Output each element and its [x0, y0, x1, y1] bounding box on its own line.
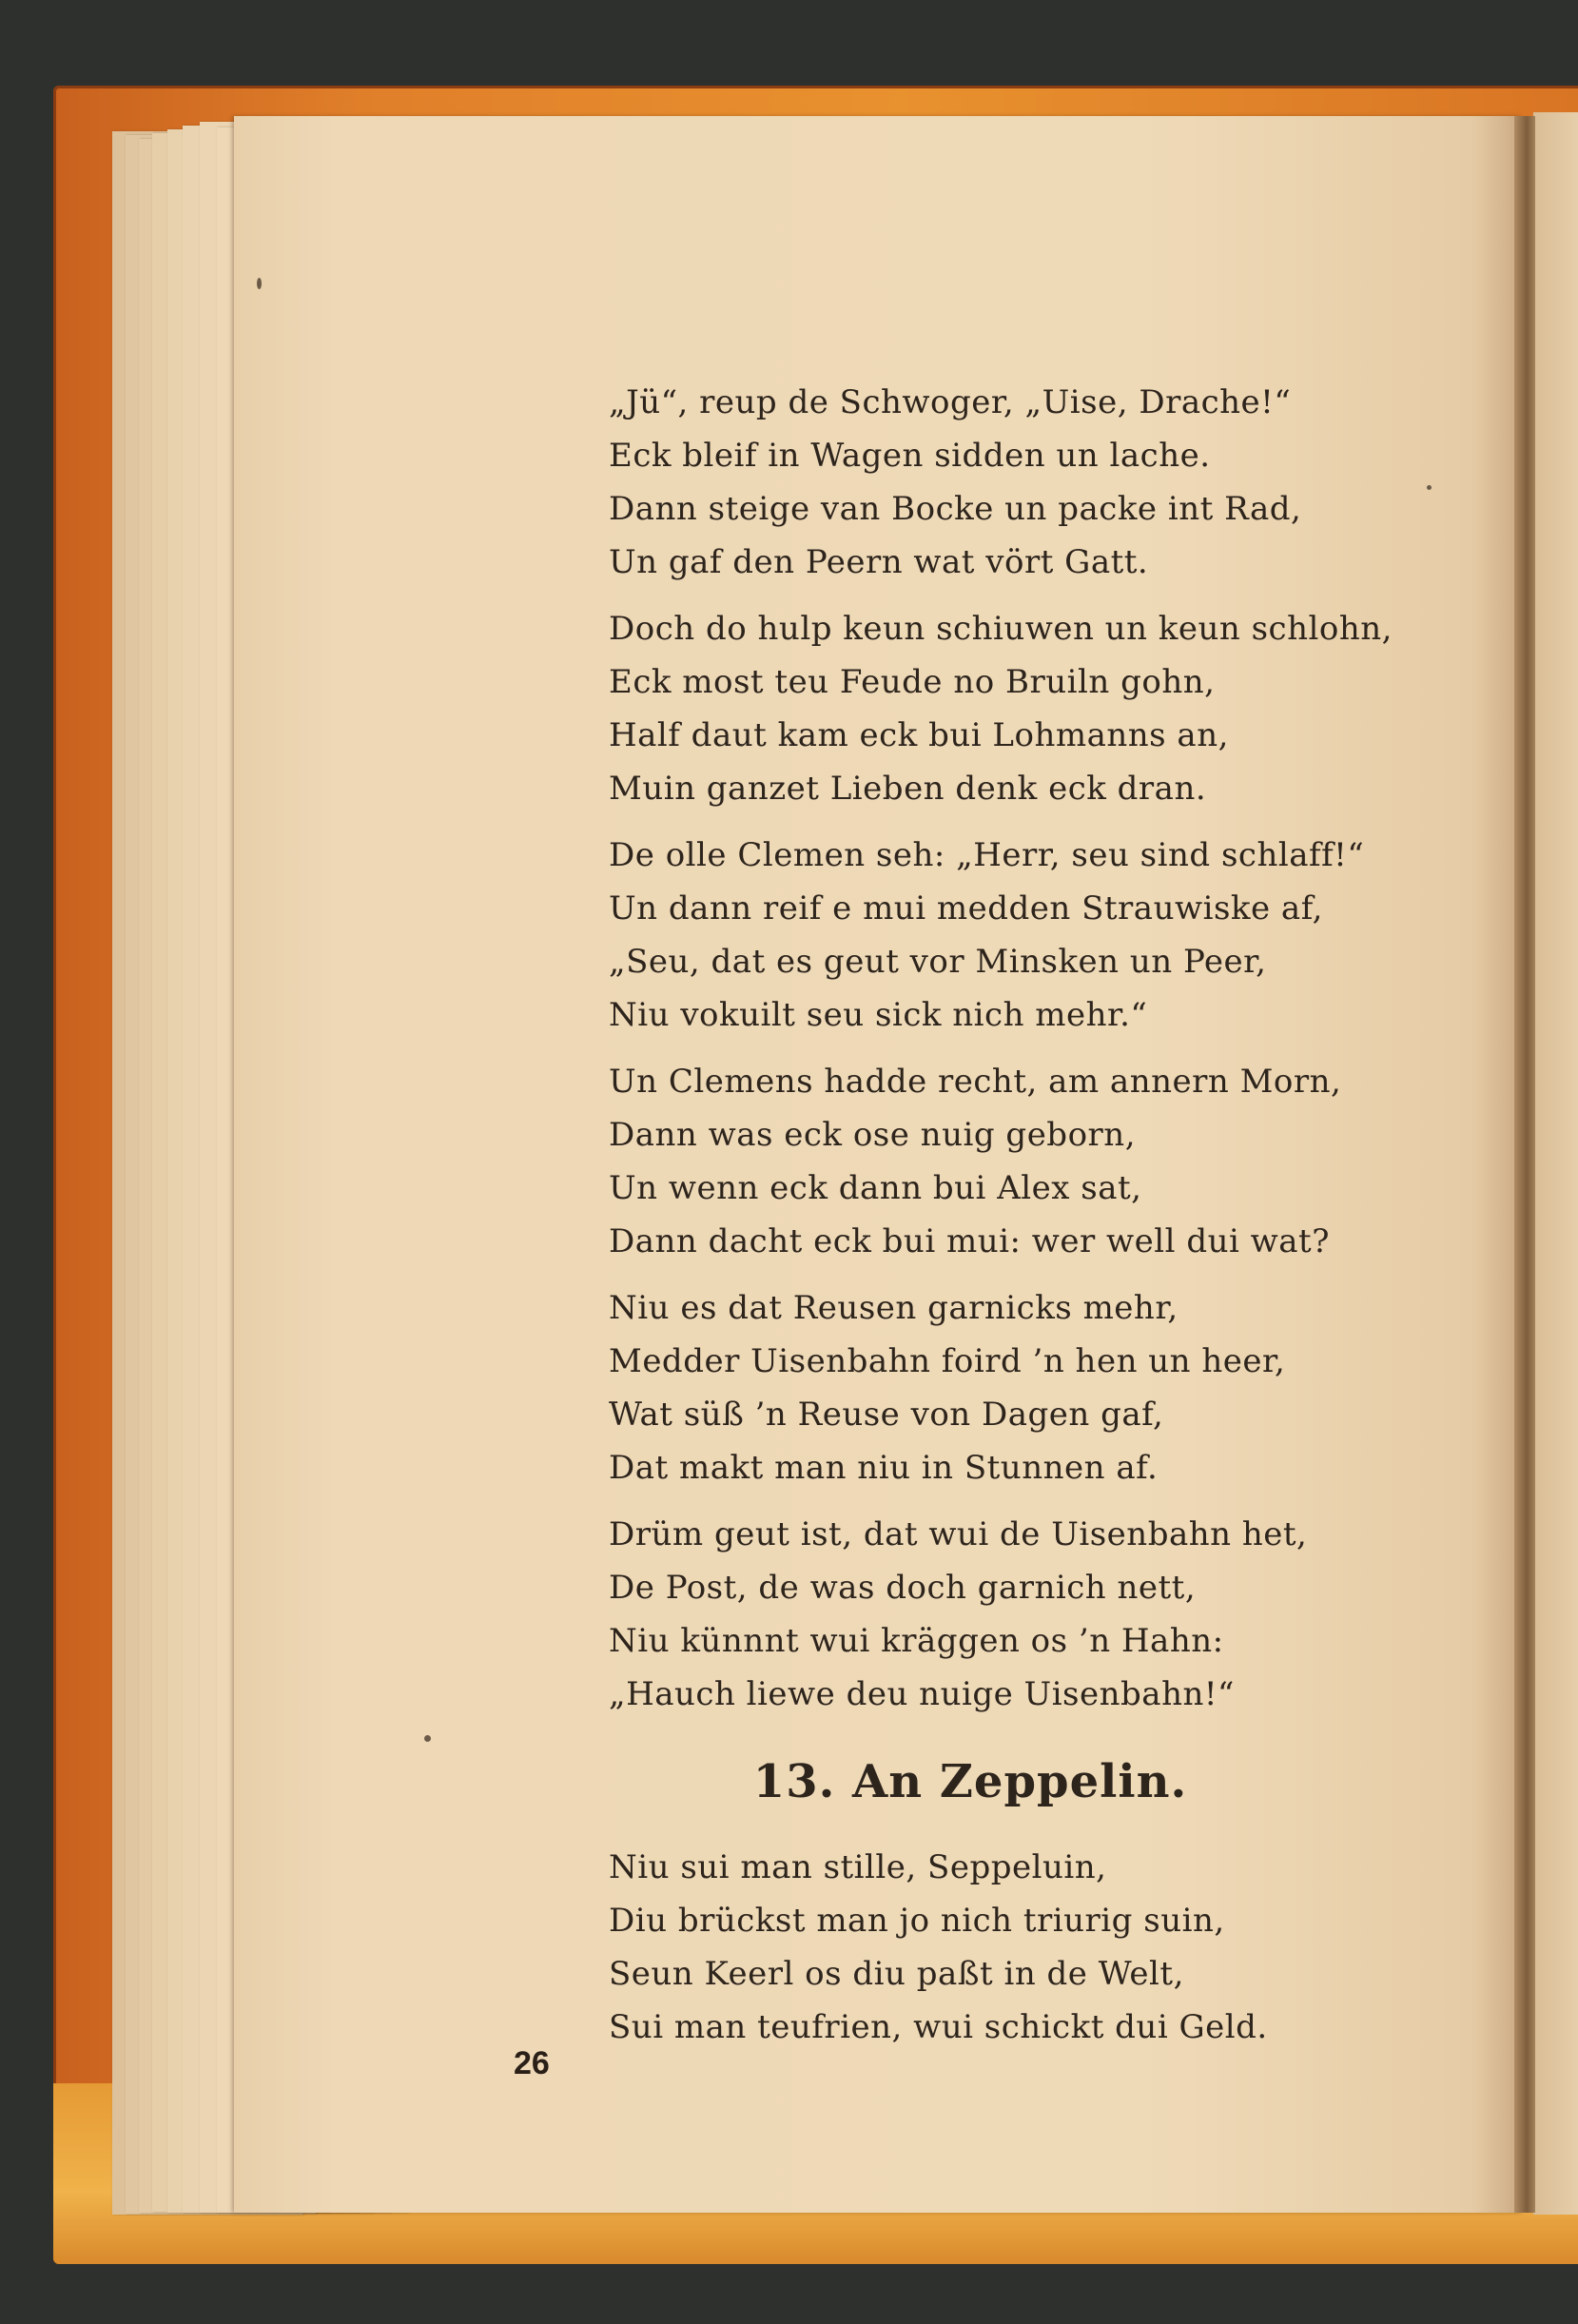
poem-line: Niu es dat Reusen garnicks mehr, — [609, 1289, 1179, 1327]
poem-line: Dann dacht eck bui mui: wer well dui wat? — [609, 1222, 1330, 1260]
poem-line: Medder Uisenbahn foird ’n hen un heer, — [609, 1342, 1286, 1380]
poem-line: Un Clemens hadde recht, am annern Morn, — [609, 1063, 1342, 1101]
poem-line: Un dann reif e mui medden Strauwiske af, — [609, 889, 1323, 928]
poem-line: Eck most teu Feude no Bruiln gohn, — [609, 663, 1216, 701]
paper-speck — [1427, 485, 1432, 490]
facing-page-edge — [1533, 112, 1578, 2215]
poem-line: „Seu, dat es geut vor Minsken un Peer, — [609, 943, 1267, 981]
poem-line: De Post, de was doch garnich nett, — [609, 1569, 1197, 1607]
poem-line: „Hauch liewe deu nuige Uisenbahn!“ — [609, 1675, 1235, 1713]
poem-line: Seun Keerl os diu paßt in de Welt, — [609, 1955, 1184, 1993]
stanza-2 — [609, 602, 1393, 815]
poem-line: Muin ganzet Lieben denk eck dran. — [609, 770, 1207, 808]
poem-line: De olle Clemen seh: „Herr, seu sind schlaff!“ — [609, 836, 1365, 874]
stanza-6 — [609, 1508, 1389, 1721]
poem-line: Doch do hulp keun schiuwen un keun schlohn, — [609, 610, 1393, 648]
paper-speck — [424, 1735, 431, 1742]
stanza-4 — [609, 1055, 1389, 1268]
poem-line: „Jü“, reup de Schwoger, „Uise, Drache!“ — [609, 383, 1292, 421]
poem-line: Half daut kam eck bui Lohmanns an, — [609, 716, 1229, 754]
poem-line: Niu künnnt wui kräggen os ’n Hahn: — [609, 1622, 1224, 1660]
poem-line: Niu sui man stille, Seppeluin, — [609, 1848, 1107, 1886]
poem-line: Wat süß ’n Reuse von Dagen gaf, — [609, 1396, 1164, 1434]
poem-line: Dann was eck ose nuig geborn, — [609, 1116, 1137, 1154]
poem-line: Eck bleif in Wagen sidden un lache. — [609, 437, 1211, 475]
poem-line: Dann steige van Bocke un packe int Rad, — [609, 490, 1302, 528]
poem-line: Un gaf den Peern wat vört Gatt. — [609, 543, 1149, 581]
poem-line: Drüm geut ist, dat wui de Uisenbahn het, — [609, 1515, 1308, 1553]
poem-line: Sui man teufrien, wui schickt dui Geld. — [609, 2008, 1268, 2046]
page-number: 26 — [514, 2045, 550, 2081]
poem-line: Un wenn eck dann bui Alex sat, — [609, 1169, 1142, 1207]
stanza-3 — [609, 829, 1389, 1042]
poem-heading: 13. An Zeppelin. — [752, 1755, 1188, 1808]
poem-line: Niu vokuilt seu sick nich mehr.“ — [609, 996, 1148, 1034]
poem-line: Dat makt man niu in Stunnen af. — [609, 1449, 1159, 1487]
poem-line: Diu brückst man jo nich triurig suin, — [609, 1902, 1225, 1940]
poem-text — [609, 376, 1393, 2067]
final-stanza — [609, 1841, 1389, 2054]
stanza-1 — [609, 376, 1389, 589]
stanza-5 — [609, 1281, 1389, 1494]
book-gutter — [1514, 116, 1535, 2213]
paper-speck — [257, 278, 262, 289]
